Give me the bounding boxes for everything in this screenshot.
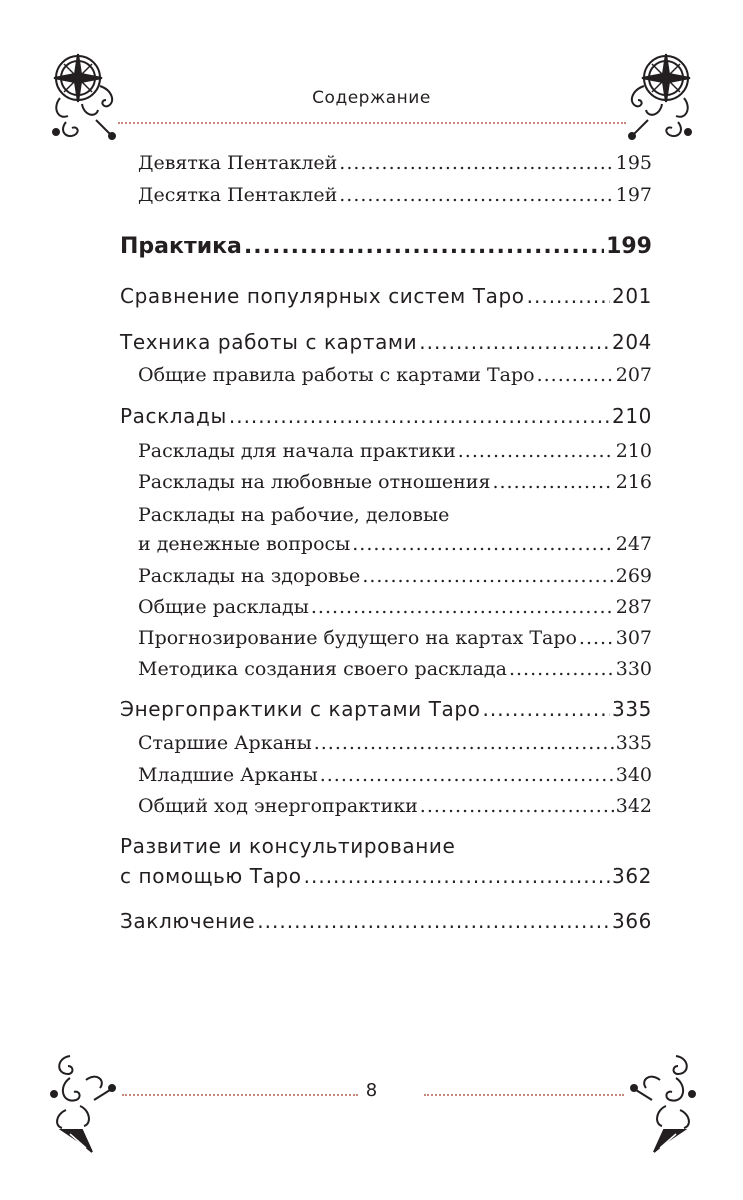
toc-entry-title-line1: Расклады на рабочие, деловые bbox=[138, 504, 450, 526]
toc-entry-title: Расклады на здоровье bbox=[138, 565, 361, 587]
toc-entry[interactable] bbox=[138, 152, 652, 174]
toc-entry-page: 199 bbox=[606, 234, 652, 259]
toc-entry-page: 330 bbox=[615, 658, 652, 680]
toc-entry-page: 342 bbox=[615, 795, 652, 817]
toc-entry-title: и денежные вопросы bbox=[138, 533, 351, 555]
toc-entry[interactable] bbox=[120, 864, 652, 888]
toc-entry-title: Сравнение популярных систем Таро bbox=[120, 284, 525, 308]
toc-leader bbox=[420, 795, 614, 817]
toc-entry[interactable] bbox=[138, 533, 652, 555]
toc-leader bbox=[492, 471, 613, 493]
toc-entry-title: Энергопрактики с картами Таро bbox=[120, 697, 481, 721]
header-dotted-rule bbox=[118, 122, 626, 124]
toc-entry-page: 197 bbox=[615, 184, 652, 206]
toc-entry[interactable] bbox=[138, 596, 652, 618]
toc-entry[interactable] bbox=[120, 234, 652, 259]
toc-entry-page: 201 bbox=[612, 284, 652, 308]
toc-leader bbox=[527, 284, 610, 308]
toc-entry-page: 207 bbox=[615, 364, 652, 386]
toc-leader bbox=[483, 697, 611, 721]
toc-entry-title: Практика bbox=[120, 234, 242, 259]
toc-entry-title: Расклады для начала практики bbox=[138, 440, 456, 462]
toc-entry[interactable] bbox=[120, 284, 652, 308]
toc-entry-page: 247 bbox=[615, 533, 652, 555]
toc-leader bbox=[458, 440, 614, 462]
toc-entry[interactable] bbox=[138, 795, 652, 817]
toc-entry[interactable] bbox=[120, 404, 652, 428]
toc-entry[interactable] bbox=[138, 732, 652, 754]
toc-entry-title: Заключение bbox=[120, 909, 256, 933]
toc-entry[interactable] bbox=[138, 184, 652, 206]
toc-entry-title: Десятка Пентаклей bbox=[138, 184, 338, 206]
toc-entry-title-line1: Развитие и консультирование bbox=[120, 834, 456, 858]
toc-entry-title: с помощью Таро bbox=[120, 864, 302, 888]
toc-entry-title: Методика создания своего расклада bbox=[138, 658, 507, 680]
toc-entry-page: 210 bbox=[612, 404, 652, 428]
toc-entry-title: Общий ход энергопрактики bbox=[138, 795, 418, 817]
toc-entry-title: Техника работы с картами bbox=[120, 330, 418, 354]
toc-leader bbox=[229, 404, 610, 428]
toc-entry[interactable] bbox=[138, 565, 652, 587]
toc-leader bbox=[244, 234, 604, 259]
toc-entry-page: 195 bbox=[615, 152, 652, 174]
page-number: 8 bbox=[365, 1080, 378, 1101]
toc-leader bbox=[314, 732, 614, 754]
toc-entry-title: Старшие Арканы bbox=[138, 732, 312, 754]
toc-entry-title: Младшие Арканы bbox=[138, 764, 318, 786]
toc-entry-page: 216 bbox=[615, 471, 652, 493]
toc-leader bbox=[339, 184, 613, 206]
toc-entry-page: 335 bbox=[615, 732, 652, 754]
toc-entry-page: 204 bbox=[612, 330, 652, 354]
toc-leader bbox=[257, 909, 610, 933]
toc-entry-page: 210 bbox=[615, 440, 652, 462]
toc-leader bbox=[537, 364, 614, 386]
toc-entry[interactable] bbox=[138, 440, 652, 462]
toc-entry-page: 362 bbox=[612, 864, 652, 888]
toc-leader bbox=[362, 565, 613, 587]
toc-entry-title: Расклады bbox=[120, 404, 227, 428]
toc-entry[interactable] bbox=[120, 697, 652, 721]
toc-entry-title: Общие расклады bbox=[138, 596, 309, 618]
toc-entry-page: 340 bbox=[615, 764, 652, 786]
arrow-swirl-ornament-icon bbox=[40, 1050, 122, 1160]
toc-entry[interactable] bbox=[120, 909, 652, 933]
toc-entry-title: Девятка Пентаклей bbox=[138, 152, 338, 174]
toc-entry[interactable] bbox=[138, 471, 652, 493]
toc-leader bbox=[352, 533, 613, 555]
toc-entry-title: Расклады на любовные отношения bbox=[138, 471, 491, 493]
arrow-swirl-ornament-icon bbox=[624, 1050, 706, 1160]
toc-entry[interactable] bbox=[138, 627, 652, 649]
toc-entry-title: Прогнозирование будущего на картах Таро bbox=[138, 627, 577, 649]
toc-entry[interactable] bbox=[120, 330, 652, 354]
toc-entry-page: 335 bbox=[612, 697, 652, 721]
toc-entry-title: Общие правила работы с картами Таро bbox=[138, 364, 535, 386]
toc-entry[interactable] bbox=[138, 364, 652, 386]
page-header-title: Содержание bbox=[312, 88, 431, 108]
toc-leader bbox=[311, 596, 614, 618]
toc-entry-page: 287 bbox=[615, 596, 652, 618]
toc-entry[interactable] bbox=[138, 658, 652, 680]
toc-entry-page: 307 bbox=[615, 627, 652, 649]
toc-entry[interactable] bbox=[138, 764, 652, 786]
toc-leader bbox=[320, 764, 614, 786]
toc-leader bbox=[579, 627, 614, 649]
toc-entry-page: 269 bbox=[615, 565, 652, 587]
toc-leader bbox=[419, 330, 610, 354]
toc-leader bbox=[339, 152, 613, 174]
toc-entry-page: 366 bbox=[612, 909, 652, 933]
toc-leader bbox=[304, 864, 610, 888]
toc-leader bbox=[509, 658, 614, 680]
